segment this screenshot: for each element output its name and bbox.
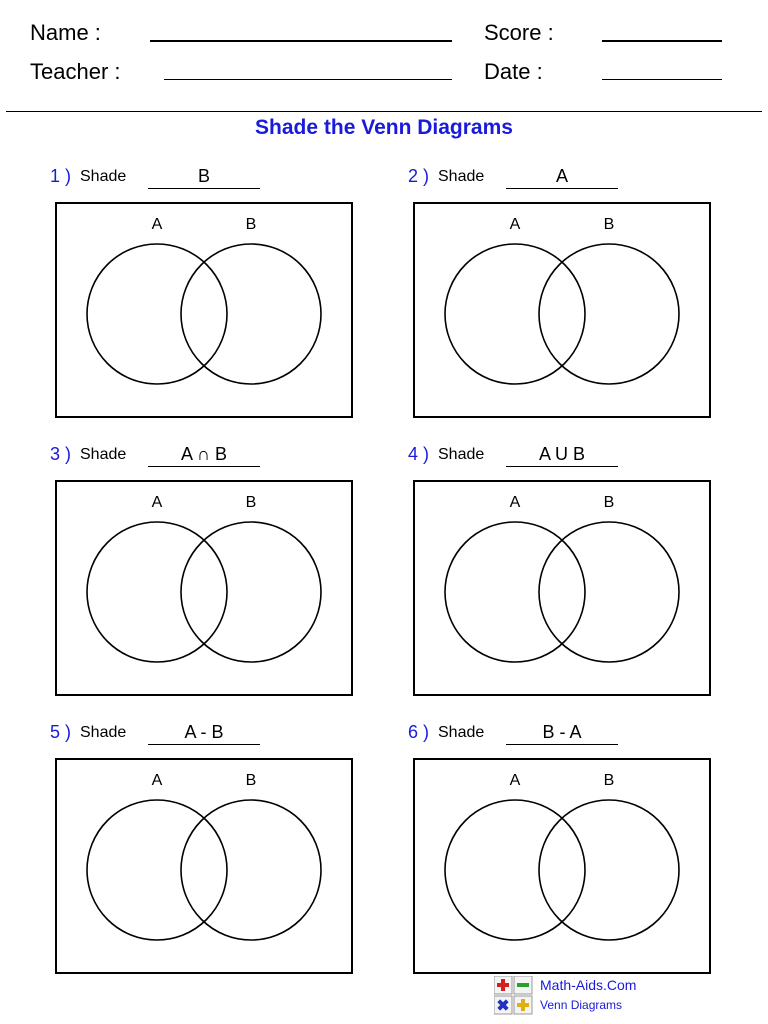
problem-5-set-b-label: B [245,772,257,789]
footer-site-name: Math-Aids.Com [540,977,637,993]
problem-5-circle-a[interactable] [87,800,227,940]
problem-6-set-b-label: B [603,772,615,789]
problem-3-number: 3 ) [50,444,72,464]
math-operators-icon [494,976,534,1016]
problem-1-number: 1 ) [50,166,72,186]
problem-5-shade-label: Shade [80,724,127,741]
problem-4-expression: A U B [506,443,618,467]
problem-2-expression: A [506,165,618,189]
problem-5-circle-b[interactable] [181,800,321,940]
problem-3-expression: A ∩ B [148,443,260,467]
teacher-field-line[interactable] [164,79,452,80]
problem-2-circle-b[interactable] [539,244,679,384]
venn-svg-2 [415,204,709,416]
footer-subtitle: Venn Diagrams [540,998,623,1012]
problem-3-circle-b[interactable] [181,522,321,662]
date-field-line[interactable] [602,79,722,80]
problem-1-set-a-label: A [151,216,163,233]
venn-svg-1 [57,204,351,416]
problem-6-circle-b[interactable] [539,800,679,940]
problem-2-set-b-label: B [603,216,615,233]
venn-svg-4 [415,482,709,694]
problem-1-circle-b[interactable] [181,244,321,384]
problem-3-venn-diagram[interactable] [55,480,353,696]
problem-1-expression: B [148,165,260,189]
problem-2-number: 2 ) [408,166,430,186]
venn-svg-5 [57,760,351,972]
problem-6-number: 6 ) [408,722,430,742]
problem-5-venn-diagram[interactable] [55,758,353,974]
problem-3-set-b-label: B [245,494,257,511]
header-divider [6,111,762,112]
name-field-line[interactable] [150,40,452,42]
problem-6-venn-diagram[interactable] [413,758,711,974]
problem-6-shade-label: Shade [438,724,485,741]
problem-2-venn-diagram[interactable] [413,202,711,418]
problem-4-set-b-label: B [603,494,615,511]
problem-6-circle-a[interactable] [445,800,585,940]
problem-1-set-b-label: B [245,216,257,233]
problem-4-set-a-label: A [509,494,521,511]
problem-2-set-a-label: A [509,216,521,233]
teacher-label: Teacher : [30,59,121,84]
problem-4-shade-label: Shade [438,446,485,463]
problem-6-set-a-label: A [509,772,521,789]
date-label: Date : [484,59,543,84]
problem-3-set-a-label: A [151,494,163,511]
score-field-line[interactable] [602,40,722,42]
venn-svg-3 [57,482,351,694]
problem-2-circle-a[interactable] [445,244,585,384]
name-label: Name : [30,20,101,45]
problem-3-circle-a[interactable] [87,522,227,662]
problem-4-circle-b[interactable] [539,522,679,662]
venn-svg-6 [415,760,709,972]
worksheet-title: Shade the Venn Diagrams [255,116,513,139]
problem-1-circle-a[interactable] [87,244,227,384]
problem-1-venn-diagram[interactable] [55,202,353,418]
problem-5-expression: A - B [148,721,260,745]
problem-4-venn-diagram[interactable] [413,480,711,696]
score-label: Score : [484,20,554,45]
problem-5-set-a-label: A [151,772,163,789]
problem-6-expression: B - A [506,721,618,745]
problem-5-number: 5 ) [50,722,72,742]
problem-1-shade-label: Shade [80,168,127,185]
problem-4-number: 4 ) [408,444,430,464]
problem-2-shade-label: Shade [438,168,485,185]
problem-4-circle-a[interactable] [445,522,585,662]
problem-3-shade-label: Shade [80,446,127,463]
